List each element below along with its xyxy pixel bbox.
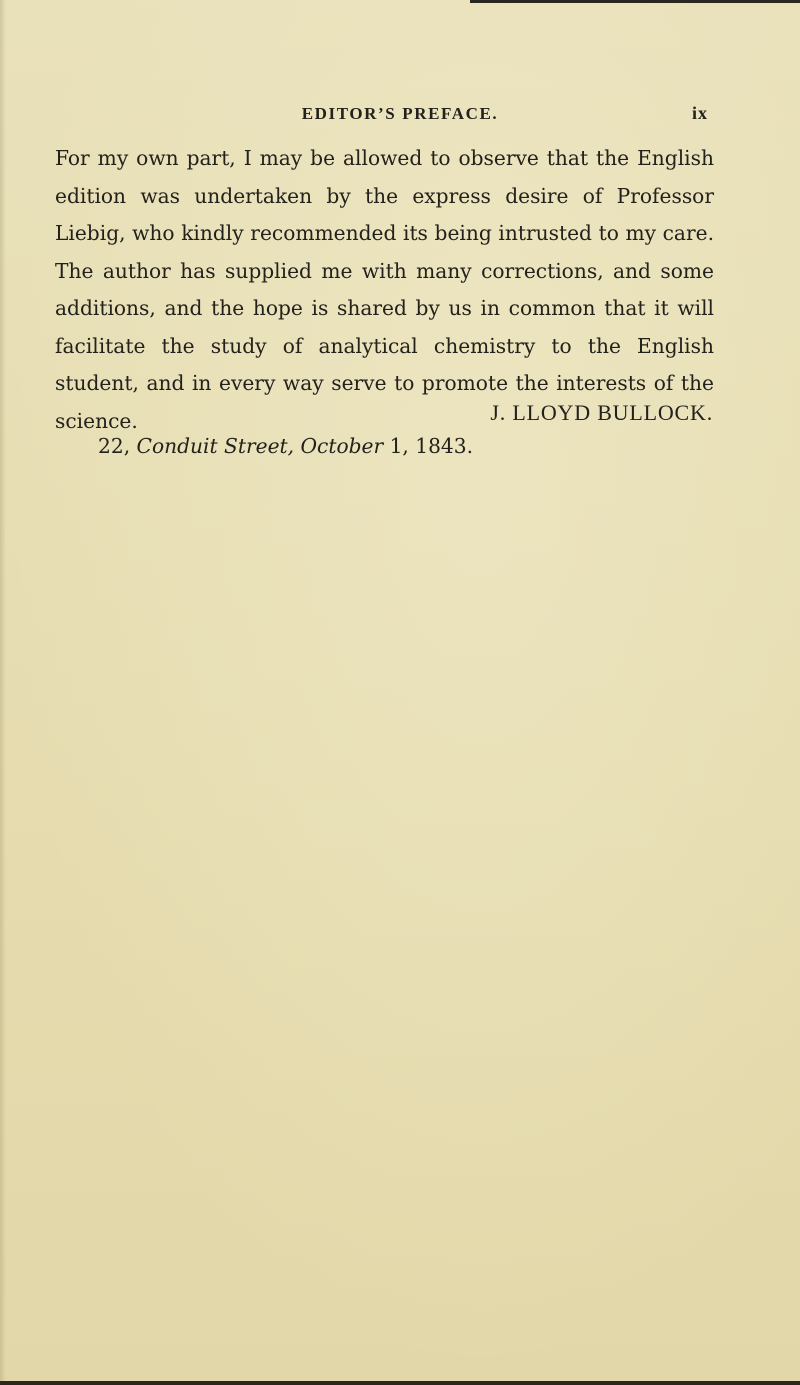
- dateline-date: 1, 1843.: [389, 434, 474, 458]
- body-paragraph: For my own part, I may be allowed to observe that the English edition was undertaken by the express desire of Professor Liebig, who kindly recommended its being intrusted to my care. The author has supplied me with many corrections, and some additions, and the hope is shared by us in common that it will facilitate the study of analytical chemistry to the English student, and in every way serve to promote the interests of the science.: [55, 146, 714, 433]
- page-edge-shadow: [0, 0, 6, 1385]
- dateline-number: 22,: [98, 434, 131, 458]
- dateline-street: Conduit Street,: [136, 434, 295, 458]
- running-header-title: EDITOR’S PREFACE.: [301, 104, 499, 123]
- top-edge-rule: [470, 0, 800, 3]
- dateline-month: October: [300, 434, 384, 458]
- bottom-edge-rule: [0, 1381, 800, 1385]
- dateline: [98, 434, 473, 458]
- page-number: ix: [692, 103, 709, 123]
- signature: J. LLOYD BULLOCK.: [490, 400, 713, 425]
